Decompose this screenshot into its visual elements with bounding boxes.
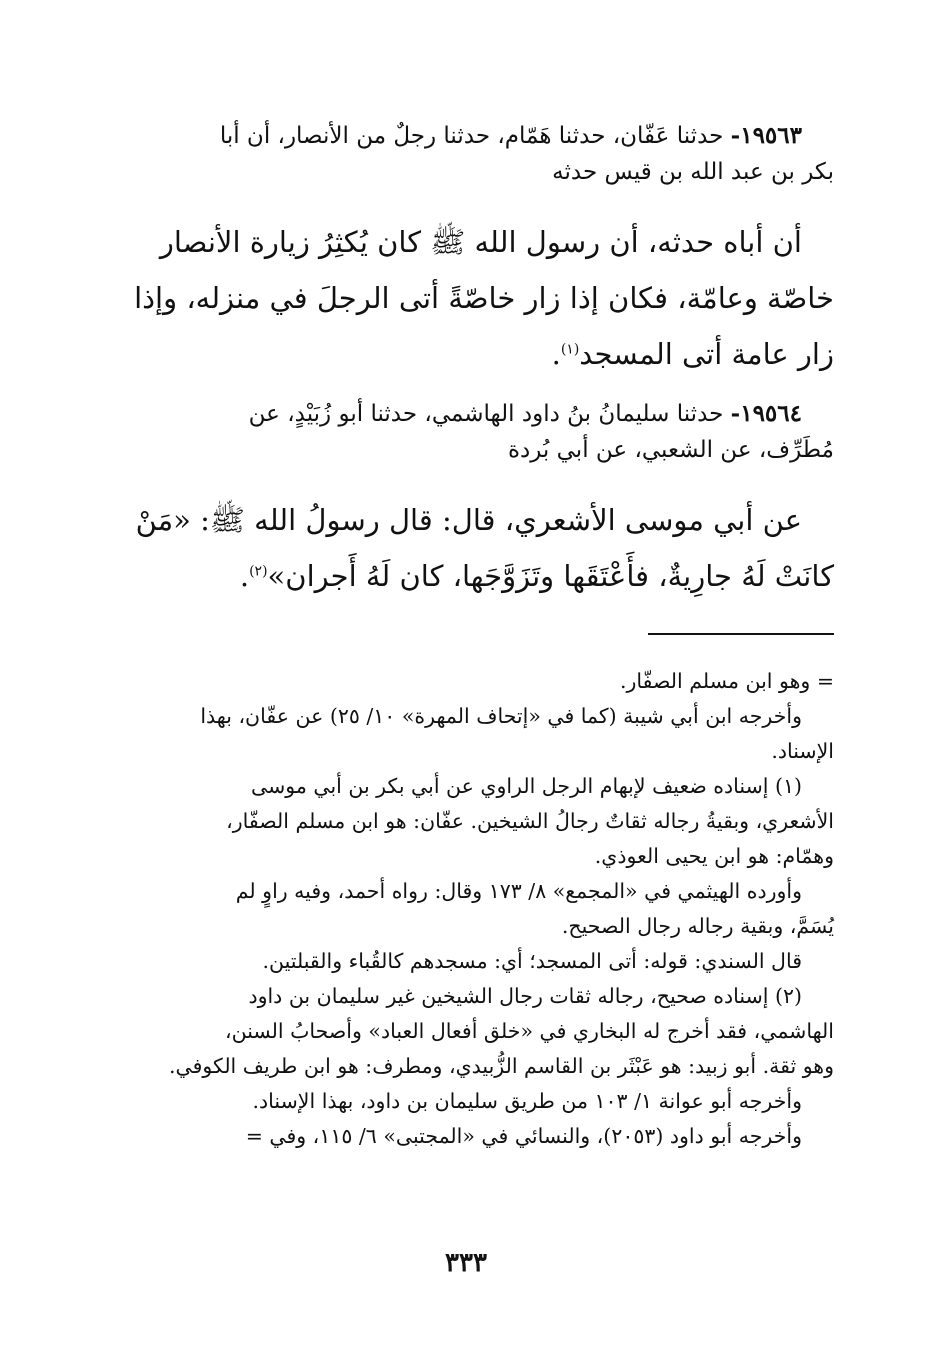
footnote-2-line: الهاشمي، فقد أخرج له البخاري في «خلق أفعال العباد» وأصحابُ السنن،: [224, 1019, 834, 1043]
footnote-line: وأخرجه ابن أبي شيبة (كما في «إتحاف المهرة» ١٠/ ٢٥) عن عفّان، بهذا: [200, 704, 802, 728]
footnote-1-line: قال السندي: قوله: أتى المسجد؛ أي: مسجدهم كالقُباء والقبلتين.: [262, 949, 802, 973]
isnad-line: مُطَرِّف، عن الشعبي، عن أبي بُردة: [507, 437, 834, 463]
hadith-19563-isnad: [134, 118, 834, 190]
footnotes: [134, 664, 834, 1154]
matn-line: عن أبي موسى الأشعري، قال: قال رسولُ الله ﷺ: «مَنْ: [135, 503, 802, 537]
footnote-line: الإسناد.: [771, 739, 834, 763]
footnote-ref: (١): [560, 341, 580, 358]
footnote-separator: [648, 633, 834, 635]
page-number: ٣٣٣: [445, 1248, 487, 1278]
matn-line: أن أباه حدثه، أن رسول الله ﷺ كان يُكثِرُ زيارة الأنصار: [159, 225, 802, 259]
hadith-number: ١٩٥٦٤-: [730, 400, 802, 427]
footnote-1-line: (١) إسناده ضعيف لإبهام الرجل الراوي عن أبي بكر بن أبي موسى: [251, 774, 802, 798]
hadith-19564-isnad: [134, 396, 834, 468]
footnote-2-line: وأخرجه أبو داود (٢٠٥٣)، والنسائي في «المجتبى» ٦/ ١١٥، وفي =: [245, 1124, 802, 1148]
footnote-1-line: وهمّام: هو ابن يحيى العوذي.: [594, 844, 834, 868]
footnote-line: = وهو ابن مسلم الصفّار.: [620, 669, 834, 693]
hadith-number: ١٩٥٦٣-: [730, 122, 802, 149]
matn-line: زار عامة أتى المسجد$^{(١)}$.: [551, 337, 834, 371]
hadith-19564-matn: [134, 492, 834, 604]
footnote-1-line: يُسَمَّ، وبقية رجاله رجال الصحيح.: [561, 914, 834, 938]
footnote-2-line: وهو ثقة. أبو زبيد: هو عَبْثَر بن القاسم الزُّبيدي، ومطرف: هو ابن طريف الكوفي.: [169, 1054, 834, 1078]
footnote-2-line: (٢) إسناده صحيح، رجاله ثقات رجال الشيخين غير سليمان بن داود: [248, 984, 802, 1008]
footnote-1-line: الأشعري، وبقيةُ رجاله ثقاتٌ رجالُ الشيخين. عفّان: هو ابن مسلم الصفّار،: [226, 809, 834, 833]
hadith-19563-matn: [134, 214, 834, 382]
footnote-1-line: وأورده الهيثمي في «المجمع» ٨/ ١٧٣ وقال: رواه أحمد، وفيه راوٍ لم: [235, 879, 802, 903]
footnote-ref: (٢): [249, 563, 268, 580]
footnote-2-line: وأخرجه أبو عوانة ١/ ١٠٣ من طريق سليمان بن داود، بهذا الإسناد.: [252, 1089, 802, 1113]
matn-line: كانَتْ لَهُ جارِيةٌ، فأَعْتَقَها وتَزَوَّجَها، كان لَهُ أَجران»$^{(٢)}$.: [239, 559, 834, 593]
matn-line: خاصّة وعامّة، فكان إذا زار خاصّةً أتى الرجلَ في منزله، وإذا: [134, 281, 834, 315]
isnad-line: ١٩٥٦٤- حدثنا سليمانُ بنُ داود الهاشمي، حدثنا أبو زُبَيْدٍ، عن: [134, 396, 834, 432]
isnad-line: ١٩٥٦٣- حدثنا عَفّان، حدثنا هَمّام، حدثنا رجلٌ من الأنصار، أن أبا: [134, 118, 834, 154]
isnad-line: بكر بن عبد الله بن قيس حدثه: [552, 159, 834, 185]
